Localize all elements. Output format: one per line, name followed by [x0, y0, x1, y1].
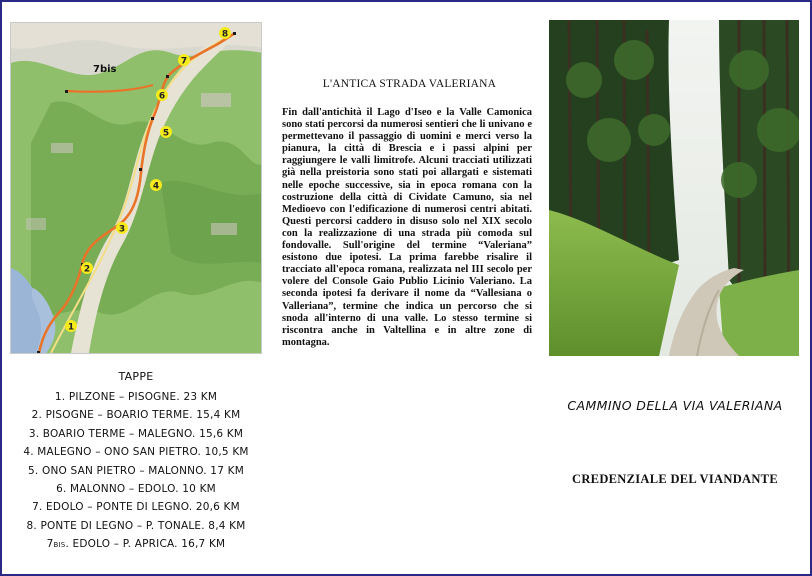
article-body: Fin dall'antichità il Lago d'Iseo e la Valle Camonica sono stati percorsi da numerosi sentieri che li univano e permettevano il passaggio di uomini e merci verso la pianura, la città di Brescia e i passi alpini per raggiungere le valli limitrofe. Alcuni tracciati utilizzati già nella preistoria sono stati poi allargati e sistemati nelle epoche successive, sia in epoca romana con la costruzione della città di Cividate Camuno, sia nel Medioevo con l'edificazione di numerosi centri abitati. Questi percorsi caddero in disuso solo nel XIX secolo con la realizzazione di una strada più comoda sul fondovalle. Sull'origine del termine “Valeriana” esistono due ipotesi. La prima farebbe risalire il tracciato all'epoca romana, realizzata nel III secolo per volere del Console Gaio Publio Licinio Valeriano. La seconda ipotesi fa derivare il nome da “Vallesiana o Valleriana”, termine che indica un percorso che si snoda all'interno di una valle. Lo stesso termine si riscontra anche in Valtellina e in altre zone di montagna.	[282, 107, 532, 348]
cover-subtitle: CREDENZIALE DEL VIANDANTE	[572, 472, 778, 486]
stage-item: 5. ONO SAN PIETRO – MALONNO. 17 KM	[28, 464, 244, 477]
article-column	[282, 78, 532, 349]
stage-marker-label: 4	[152, 181, 160, 192]
stage-marker-label: 2	[83, 264, 91, 275]
stage-item: 1. PILZONE – PISOGNE. 23 KM	[54, 391, 218, 403]
stage-item: 6. MALONNO – EDOLO. 10 KM	[56, 483, 216, 496]
stage-marker-label: 8	[221, 29, 229, 40]
cover-title: CAMMINO DELLA VIA VALERIANA	[567, 398, 783, 413]
stage-marker-label: 7	[180, 56, 188, 67]
stage-marker-label: 6	[158, 91, 166, 102]
stage-item: 8. PONTE DI LEGNO – P. TONALE. 8,4 KM	[26, 519, 246, 532]
stage-item: 2. PISOGNE – BOARIO TERME. 15,4 KM	[31, 409, 241, 422]
stage-item: 7. EDOLO – PONTE DI LEGNO. 20,6 KM	[32, 501, 240, 514]
route-map	[10, 22, 262, 354]
stage-item: 7bis. EDOLO – P. APRICA. 16,7 KM	[46, 538, 226, 551]
stages-list	[0, 370, 272, 554]
stage-item: 4. MALEGNO – ONO SAN PIETRO. 10,5 KM	[23, 446, 249, 459]
article-title: L'ANTICA STRADA VALERIANA	[322, 78, 497, 90]
stage-marker-label: 3	[118, 224, 126, 235]
forest-road-photo	[549, 20, 799, 356]
stage-7bis-label: 7bis	[93, 64, 117, 75]
stage-marker-label: 1	[67, 322, 75, 333]
stages-title: TAPPE	[118, 370, 154, 383]
stage-marker-label: 5	[162, 128, 170, 139]
stage-item: 3. BOARIO TERME – MALEGNO. 15,6 KM	[28, 427, 244, 440]
